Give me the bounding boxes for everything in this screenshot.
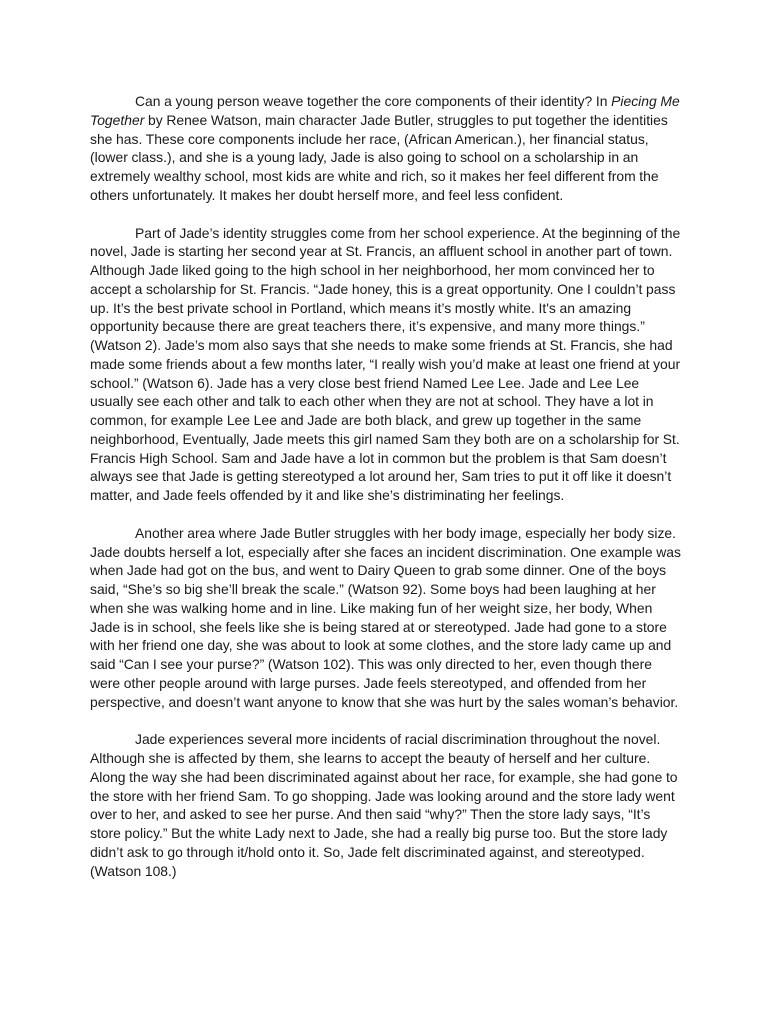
paragraph-body-image: Another area where Jade Butler struggles with her body image, especially her body size. Jade doubts herself a lot, especially after she faces an incident discrimination. One example was when Jade had got on the bus, and went to Dairy Queen to grab some dinner. One of the boys said, “She’s so big she’ll break the scale.” (Watson 92). Some boys had been laughing at her when she was walking home and in line. Like making fun of her weight size, her body, When Jade is in school, she feels like she is being stared at or stereotyped. Jade had gone to a store with her friend one day, she was about to look at some clothes, and the store lady came up and said “Can I see your purse?” (Watson 102). This was only directed to her, even though there were other people around with large purses. Jade feels stereotyped, and offended from her perspective, and doesn’t want anyone to know that she was hurt by the sales woman’s behavior.	[90, 524, 681, 710]
intro-text-after: by Renee Watson, main character Jade Butler, struggles to put together the identities she has. These core components include her race, (African American.), her financial status, (lower class.), and she is a young lady, Jade is also going to school on a scholarship in an extremely wealthy school, most kids are white and rich, so it makes her feel different from the others unfortunately. It makes her doubt herself more, and feel less confident.	[90, 111, 668, 203]
paragraph-school-experience: Part of Jade’s identity struggles come from her school experience. At the beginning of the novel, Jade is starting her second year at St. Francis, an affluent school in another part of town. Although Jade liked going to the high school in her neighborhood, her mom convinced her to accept a scholarship for St. Francis. “Jade honey, this is a great opportunity. One I couldn’t pass up. It’s the best private school in Portland, which means it’s mostly white. It's an amazing opportunity because there are great teachers there, it’s expensive, and many more things.” (Watson 2). Jade’s mom also says that she needs to make some friends at St. Francis, she had made some friends about a few months later, “I really wish you’d make at least one friend at your school.” (Watson 6). Jade has a very close best friend Named Lee Lee. Jade and Lee Lee usually see each other and talk to each other when they are not at school. They have a lot in common, for example Lee Lee and Jade are both black, and grew up together in the same neighborhood, Eventually, Jade meets this girl named Sam they both are on a scholarship for St. Francis High School. Sam and Jade have a lot in common but the problem is that Sam doesn’t always see that Jade is getting stereotyped a lot around her, Sam tries to put it off like it doesn’t matter, and Jade feels offended by it and like she’s distriminating her feelings.	[90, 224, 681, 503]
book-title: Piecing Me Together	[90, 93, 680, 128]
paragraph-racial-discrimination: Jade experiences several more incidents of racial discrimination throughout the novel. Although she is affected by them, she learns to accept the beauty of herself and her culture. Along the way she had been discriminated against about her race, for example, she had gone to the store with her friend Sam. To go shopping. Jade was looking around and the store lady went over to her, and asked to see her purse. And then said “why?” Then the store lady says, “It’s store policy.” But the white Lady next to Jade, she had a really big purse too. But the store lady didn’t ask to go through it/hold onto it. So, Jade felt discriminated against, and stereotyped. (Watson 108.)	[90, 731, 678, 879]
paragraph-intro	[90, 92, 682, 205]
intro-text-before: Can a young person weave together the core components of their identity? In	[135, 93, 612, 109]
